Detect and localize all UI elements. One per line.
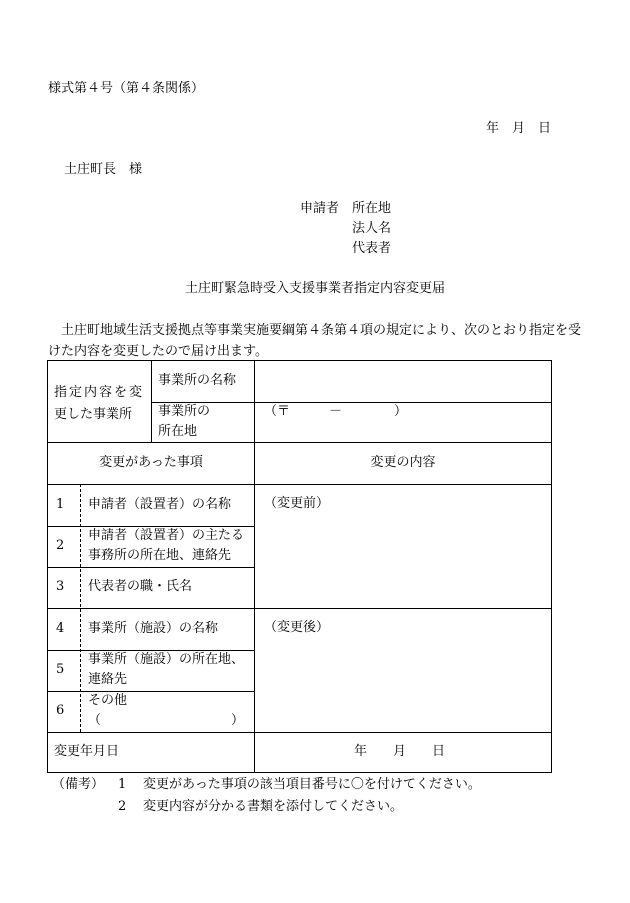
body-text: 土庄町地域生活支援拠点等事業実施要綱第４条第４項の規定により、次のとおり指定を受けた内容を変更したので届け出ます。 [48, 323, 582, 359]
item-label-3: 代表者の職・氏名 [88, 579, 193, 594]
document-title: 土庄町緊急時受入支援事業者指定内容変更届 [184, 281, 445, 296]
rule-main-divider [254, 361, 255, 772]
note-number-1: 1 [118, 777, 127, 792]
applicant-address-label: 所在地 [352, 201, 392, 216]
rule-header-bottom [48, 484, 551, 485]
office-section-line2: 更した事業所 [54, 407, 133, 422]
changed-items-header: 変更があった事項 [99, 455, 203, 470]
form-number: 様式第４号（第４条関係） [48, 81, 205, 96]
after-label: （変更後） [264, 620, 330, 635]
change-date-value: 年 月 日 [354, 744, 446, 759]
change-content-header: 変更の内容 [370, 455, 436, 470]
item-number-2: 2 [56, 538, 65, 553]
applicant-label: 申請者 [300, 201, 340, 216]
applicant-rep-label: 代表者 [352, 241, 392, 256]
item-number-4: 4 [56, 621, 65, 636]
item-label-6-line2: （ ） [88, 713, 245, 728]
item-number-1: 1 [56, 497, 65, 512]
note-text-1: 変更があった事項の該当項目番号に〇を付けてください。 [143, 777, 481, 792]
item-number-6: 6 [56, 703, 65, 718]
rule-office-divider [151, 361, 152, 442]
change-date-label: 変更年月日 [54, 744, 120, 759]
notes-label: （備考） [52, 777, 105, 792]
item-label-6-line1: その他 [88, 693, 128, 708]
office-address-label-line2: 所在地 [158, 424, 198, 439]
rule-office-bottom [48, 442, 551, 443]
office-address-label-line1: 事業所の [158, 404, 211, 419]
rule-number-divider [80, 484, 81, 732]
note-text-2: 変更内容が分かる書類を添付してください。 [143, 799, 404, 814]
item-number-3: 3 [56, 579, 65, 594]
applicant-corp-label: 法人名 [352, 221, 392, 236]
form-table [47, 360, 552, 773]
postal-code-field: （〒 － ） [264, 404, 408, 419]
rule-item6 [48, 732, 551, 733]
recipient: 土庄町長 様 [64, 162, 143, 177]
office-section-line1: 指定内容を変 [54, 385, 145, 400]
item-label-5-line2: 連絡先 [88, 672, 128, 687]
rule-item2 [48, 567, 254, 568]
item-label-2-line2: 事務所の所在地、連絡先 [88, 548, 232, 563]
item-label-2-line1: 申請者（設置者）の主たる [88, 528, 245, 543]
item-label-5-line1: 事業所（施設）の所在地、 [88, 652, 245, 667]
rule-item3 [48, 608, 551, 609]
office-name-label: 事業所の名称 [158, 373, 237, 388]
note-number-2: 2 [118, 799, 127, 814]
date-line: 年 月 日 [486, 121, 552, 136]
item-number-5: 5 [56, 662, 65, 677]
rule-item5 [48, 691, 254, 692]
item-label-1: 申請者（設置者）の名称 [88, 497, 232, 512]
item-label-4: 事業所（施設）の名称 [88, 621, 219, 636]
before-label: （変更前） [264, 496, 330, 511]
